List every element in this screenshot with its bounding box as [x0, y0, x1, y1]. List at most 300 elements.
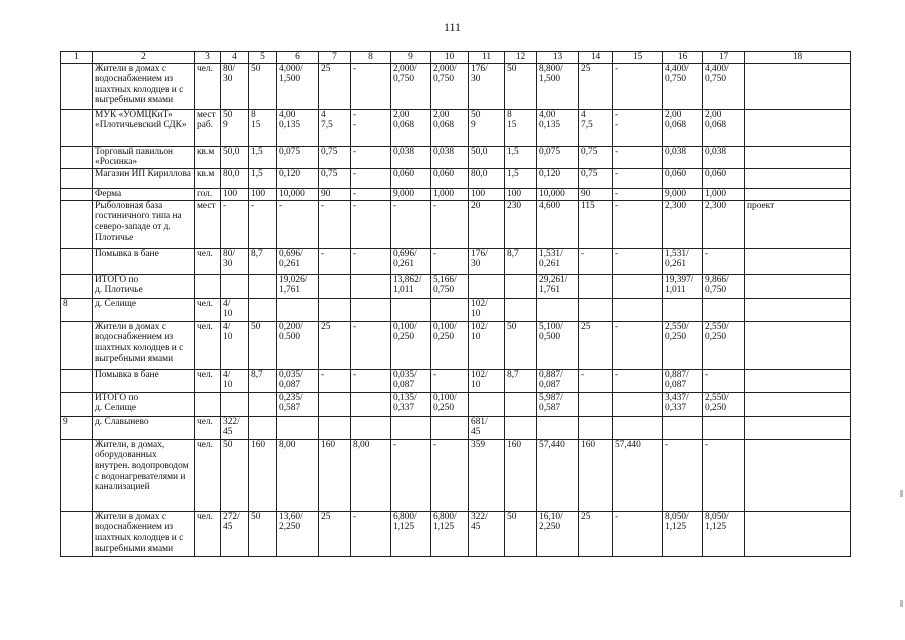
table-cell: [319, 392, 351, 416]
header-cell: 13: [537, 52, 579, 64]
table-cell: 2,550/ 0,250: [663, 321, 703, 369]
table-cell: 9: [61, 416, 93, 439]
table-cell: 5,100/ 0,500: [537, 321, 579, 369]
table-cell: 4 7,5: [319, 109, 351, 146]
table-row: [61, 416, 851, 439]
table-cell: [745, 274, 851, 298]
table-cell: МУК «УОМЦКиТ» «Плотичьевский СДК»: [93, 109, 195, 146]
table-cell: 2,300: [663, 200, 703, 248]
table-row: [61, 369, 851, 392]
table-cell: 57,440: [613, 439, 663, 511]
table-cell: 1,5: [249, 168, 277, 188]
table-cell: [745, 168, 851, 188]
table-cell: [351, 392, 391, 416]
table-cell: [351, 274, 391, 298]
table-cell: 25: [319, 511, 351, 556]
table-cell: 160: [319, 439, 351, 511]
table-cell: -: [703, 439, 745, 511]
table-cell: [391, 416, 431, 439]
table-cell: -: [391, 200, 431, 248]
table-cell: 0,100/ 0,250: [391, 321, 431, 369]
table-cell: 0,100/ 0,250: [431, 392, 469, 416]
table-cell: -: [249, 200, 277, 248]
table-cell: Жители в домах с водоснабжением из шахтных колодцев и с выгребными ямами: [93, 321, 195, 369]
table-cell: 4,00 0,135: [537, 109, 579, 146]
table-cell: 2,00 0,068: [663, 109, 703, 146]
table-cell: [61, 248, 93, 274]
table-row: [61, 392, 851, 416]
table-cell: -: [613, 168, 663, 188]
table-cell: - -: [613, 109, 663, 146]
table-cell: 50: [505, 63, 537, 109]
table-cell: 50 9: [221, 109, 249, 146]
table-cell: -: [613, 63, 663, 109]
table-cell: [469, 392, 505, 416]
table-cell: 681/ 45: [469, 416, 505, 439]
table-cell: 0,75: [319, 168, 351, 188]
table-cell: 5,166/ 0,750: [431, 274, 469, 298]
table-cell: [745, 511, 851, 556]
table-cell: чел.: [195, 439, 221, 511]
table-cell: 102/ 10: [469, 321, 505, 369]
table-cell: [431, 416, 469, 439]
table-cell: 19,397/ 1,011: [663, 274, 703, 298]
table-cell: Помывка в бане: [93, 248, 195, 274]
table-cell: 322/ 45: [469, 511, 505, 556]
table-cell: 25: [319, 321, 351, 369]
table-cell: 10,000: [277, 188, 319, 200]
table-cell: 19,026/ 1,761: [277, 274, 319, 298]
table-cell: -: [431, 248, 469, 274]
header-cell: 4: [221, 52, 249, 64]
table-cell: 8 15: [505, 109, 537, 146]
table-cell: 100: [221, 188, 249, 200]
table-cell: -: [663, 439, 703, 511]
table-cell: 0,038: [391, 146, 431, 168]
table-cell: 25: [579, 321, 613, 369]
table-cell: [579, 274, 613, 298]
table-cell: 50: [249, 63, 277, 109]
header-cell: 11: [469, 52, 505, 64]
table-cell: 0,887/ 0,087: [663, 369, 703, 392]
table-cell: [61, 511, 93, 556]
table-cell: 1,5: [505, 146, 537, 168]
table-cell: -: [431, 200, 469, 248]
table-cell: 2,000/ 0,750: [391, 63, 431, 109]
table-cell: ИТОГО по д. Плотичье: [93, 274, 195, 298]
table-cell: [505, 274, 537, 298]
table-cell: -: [703, 248, 745, 274]
table-cell: -: [579, 369, 613, 392]
table-cell: 0,235/ 0,587: [277, 392, 319, 416]
table-cell: 4/ 10: [221, 369, 249, 392]
table-cell: 2,000/ 0,750: [431, 63, 469, 109]
table-cell: [61, 168, 93, 188]
table-row: [61, 146, 851, 168]
table-cell: -: [351, 200, 391, 248]
table-cell: 4/ 10: [221, 298, 249, 321]
table-cell: [61, 439, 93, 511]
table-cell: чел.: [195, 369, 221, 392]
table-cell: 102/ 10: [469, 369, 505, 392]
table-cell: [431, 298, 469, 321]
header-cell: 16: [663, 52, 703, 64]
table-cell: 8,7: [249, 248, 277, 274]
table-cell: 0,696/ 0,261: [277, 248, 319, 274]
table-cell: 9,866/ 0,750: [703, 274, 745, 298]
table-cell: [663, 416, 703, 439]
table-cell: 176/ 30: [469, 248, 505, 274]
table-cell: 57,440: [537, 439, 579, 511]
table-cell: 100: [249, 188, 277, 200]
table-cell: [61, 109, 93, 146]
table-cell: -: [351, 369, 391, 392]
table-cell: -: [613, 200, 663, 248]
table-cell: [579, 416, 613, 439]
table-cell: 4/ 10: [221, 321, 249, 369]
table-cell: [61, 274, 93, 298]
table-cell: 4 7,5: [579, 109, 613, 146]
table-cell: 0,038: [703, 146, 745, 168]
table-cell: -: [613, 146, 663, 168]
table-cell: -: [613, 248, 663, 274]
table-cell: 2,550/ 0,250: [703, 321, 745, 369]
table-cell: 1,5: [249, 146, 277, 168]
table-cell: чел.: [195, 248, 221, 274]
table-cell: 80/ 30: [221, 63, 249, 109]
table-cell: 100: [505, 188, 537, 200]
table-cell: 1,000: [431, 188, 469, 200]
table-cell: [61, 369, 93, 392]
table-cell: 102/ 10: [469, 298, 505, 321]
table-cell: 50: [505, 321, 537, 369]
table-row: [61, 168, 851, 188]
header-cell: 14: [579, 52, 613, 64]
header-cell: 17: [703, 52, 745, 64]
table-cell: 80/ 30: [221, 248, 249, 274]
table-cell: [249, 392, 277, 416]
table-cell: -: [351, 321, 391, 369]
table-cell: [663, 298, 703, 321]
table-cell: Жители, в домах, оборудованных внутрен. водопроводом с водонагревателями и канализацией: [93, 439, 195, 511]
table-cell: -: [613, 511, 663, 556]
table-cell: 8: [61, 298, 93, 321]
table-cell: -: [351, 511, 391, 556]
table-cell: [319, 416, 351, 439]
table-cell: д. Селище: [93, 298, 195, 321]
table-cell: 4,00 0,135: [277, 109, 319, 146]
table-cell: 8,00: [277, 439, 319, 511]
table-cell: [537, 416, 579, 439]
table-cell: [195, 274, 221, 298]
table-cell: 0,035/ 0,087: [391, 369, 431, 392]
table-cell: 13,60/ 2,250: [277, 511, 319, 556]
table-cell: [195, 392, 221, 416]
table-cell: 80,0: [221, 168, 249, 188]
table-row: [61, 63, 851, 109]
table-cell: [745, 369, 851, 392]
table-cell: 176/ 30: [469, 63, 505, 109]
table-cell: [745, 392, 851, 416]
table-cell: [319, 274, 351, 298]
table-cell: [613, 392, 663, 416]
table-row: [61, 274, 851, 298]
table-cell: [469, 274, 505, 298]
table-cell: 50,0: [221, 146, 249, 168]
table-cell: 0,75: [579, 168, 613, 188]
table-cell: 90: [579, 188, 613, 200]
table-row: [61, 511, 851, 556]
table-cell: [277, 416, 319, 439]
table-cell: [579, 392, 613, 416]
table-cell: 90: [319, 188, 351, 200]
table-cell: -: [703, 369, 745, 392]
table-cell: -: [431, 439, 469, 511]
table-cell: -: [613, 321, 663, 369]
header-cell: 15: [613, 52, 663, 64]
table-cell: [505, 392, 537, 416]
table-cell: 2,00 0,068: [431, 109, 469, 146]
table-cell: 29,261/ 1,761: [537, 274, 579, 298]
table-cell: 0,060: [431, 168, 469, 188]
table-cell: 4,400/ 0,750: [703, 63, 745, 109]
header-cell: 18: [745, 52, 851, 64]
table-cell: [579, 298, 613, 321]
header-cell: 6: [277, 52, 319, 64]
table-cell: [613, 274, 663, 298]
table-cell: 5,987/ 0,587: [537, 392, 579, 416]
table-cell: 0,75: [319, 146, 351, 168]
table-cell: -: [351, 248, 391, 274]
table-cell: [745, 321, 851, 369]
table-cell: [703, 298, 745, 321]
table-cell: 8 15: [249, 109, 277, 146]
table-cell: 160: [505, 439, 537, 511]
table-cell: мест раб.: [195, 109, 221, 146]
table-cell: [745, 63, 851, 109]
table-row: [61, 248, 851, 274]
table-cell: [61, 63, 93, 109]
table-cell: [505, 298, 537, 321]
table-cell: [61, 321, 93, 369]
table-cell: 50: [249, 321, 277, 369]
header-cell: 9: [391, 52, 431, 64]
table-cell: 0,100/ 0,250: [431, 321, 469, 369]
table-cell: -: [221, 200, 249, 248]
table-cell: 8,7: [505, 369, 537, 392]
table-cell: проект: [745, 200, 851, 248]
table-cell: -: [351, 146, 391, 168]
table-cell: Жители в домах с водоснабжением из шахтных колодцев и с выгребными ямами: [93, 511, 195, 556]
header-cell: 7: [319, 52, 351, 64]
header-cell: 5: [249, 52, 277, 64]
table-cell: чел.: [195, 298, 221, 321]
table-cell: -: [431, 369, 469, 392]
table-cell: 160: [579, 439, 613, 511]
table-row: [61, 321, 851, 369]
table-cell: 0,060: [703, 168, 745, 188]
scan-mark: [900, 600, 903, 607]
table-cell: 115: [579, 200, 613, 248]
table-cell: 25: [579, 63, 613, 109]
table-cell: [221, 274, 249, 298]
table-cell: [505, 416, 537, 439]
table-cell: [703, 416, 745, 439]
header-cell: 8: [351, 52, 391, 64]
table-cell: [61, 146, 93, 168]
table-cell: 1,5: [505, 168, 537, 188]
table-cell: 6,800/ 1,125: [431, 511, 469, 556]
table-cell: [277, 298, 319, 321]
table-cell: [249, 274, 277, 298]
table-cell: 2,300: [703, 200, 745, 248]
header-cell: 1: [61, 52, 93, 64]
table-cell: [745, 188, 851, 200]
table-cell: 9,000: [663, 188, 703, 200]
table-row: [61, 439, 851, 511]
table-cell: 25: [579, 511, 613, 556]
table-cell: 0,060: [391, 168, 431, 188]
table-cell: 0,120: [277, 168, 319, 188]
table-cell: -: [319, 369, 351, 392]
table-cell: -: [613, 188, 663, 200]
table-cell: 1,000: [703, 188, 745, 200]
table-cell: 8,050/ 1,125: [703, 511, 745, 556]
table-cell: -: [579, 248, 613, 274]
table-cell: [745, 439, 851, 511]
table-cell: - -: [351, 109, 391, 146]
table-cell: чел.: [195, 63, 221, 109]
table-cell: 0,038: [431, 146, 469, 168]
table-cell: 230: [505, 200, 537, 248]
header-cell: 2: [93, 52, 195, 64]
table-cell: 8,050/ 1,125: [663, 511, 703, 556]
table-cell: д. Славынево: [93, 416, 195, 439]
table-cell: [61, 200, 93, 248]
table-row: [61, 188, 851, 200]
table-cell: 1,531/ 0,261: [663, 248, 703, 274]
table-cell: 10,000: [537, 188, 579, 200]
table-cell: 9,000: [391, 188, 431, 200]
table-cell: 8,00: [351, 439, 391, 511]
header-row: [61, 52, 851, 64]
table-cell: 4,000/ 1,500: [277, 63, 319, 109]
table-cell: чел.: [195, 321, 221, 369]
table-cell: [221, 392, 249, 416]
table-cell: [249, 416, 277, 439]
table-cell: 2,00 0,068: [703, 109, 745, 146]
table-cell: -: [613, 369, 663, 392]
table-cell: 1,531/ 0,261: [537, 248, 579, 274]
table-cell: мест: [195, 200, 221, 248]
table-cell: кв.м: [195, 146, 221, 168]
table-cell: -: [277, 200, 319, 248]
table-cell: [745, 146, 851, 168]
table-cell: гол.: [195, 188, 221, 200]
table-cell: [613, 416, 663, 439]
table-cell: Помывка в бане: [93, 369, 195, 392]
table-cell: [351, 298, 391, 321]
table-cell: 50: [505, 511, 537, 556]
table-cell: [745, 109, 851, 146]
table-cell: -: [319, 248, 351, 274]
table-cell: Торговый павильон «Росинка»: [93, 146, 195, 168]
table-cell: 160: [249, 439, 277, 511]
header-cell: 3: [195, 52, 221, 64]
table-cell: 3,437/ 0,337: [663, 392, 703, 416]
table-cell: [613, 298, 663, 321]
table-cell: 100: [469, 188, 505, 200]
table-cell: 0,75: [579, 146, 613, 168]
table-row: [61, 298, 851, 321]
table-cell: 0,075: [537, 146, 579, 168]
table-cell: [61, 188, 93, 200]
table-cell: -: [351, 188, 391, 200]
table-cell: [319, 298, 351, 321]
table-cell: Жители в домах с водоснабжением из шахтных колодцев и с выгребными ямами: [93, 63, 195, 109]
table-cell: 2,00 0,068: [391, 109, 431, 146]
table-cell: -: [391, 439, 431, 511]
table-cell: 4,400/ 0,750: [663, 63, 703, 109]
header-cell: 12: [505, 52, 537, 64]
water-consumption-table: [60, 51, 851, 557]
table-cell: 20: [469, 200, 505, 248]
page-number: 111: [443, 20, 462, 34]
table-row: [61, 109, 851, 146]
table-cell: [61, 392, 93, 416]
table-cell: 50: [249, 511, 277, 556]
table-cell: 0,060: [663, 168, 703, 188]
scan-mark: [900, 490, 903, 497]
table-cell: -: [351, 63, 391, 109]
table-cell: 6,800/ 1,125: [391, 511, 431, 556]
table-cell: Магазин ИП Кириллова: [93, 168, 195, 188]
table-cell: 16,10/ 2,250: [537, 511, 579, 556]
table-cell: 50: [221, 439, 249, 511]
table-cell: 359: [469, 439, 505, 511]
table-cell: 322/ 45: [221, 416, 249, 439]
table-row: [61, 200, 851, 248]
table-cell: 8,7: [249, 369, 277, 392]
table-cell: 2,550/ 0,250: [703, 392, 745, 416]
table-cell: [249, 298, 277, 321]
table-cell: 0,035/ 0,087: [277, 369, 319, 392]
header-cell: 10: [431, 52, 469, 64]
table-cell: 272/ 45: [221, 511, 249, 556]
table-cell: 0,200/ 0.500: [277, 321, 319, 369]
table-cell: 50,0: [469, 146, 505, 168]
table-cell: [351, 416, 391, 439]
table-cell: Рыболовная база гостиничного типа на северо-западе от д. Плотичье: [93, 200, 195, 248]
table-cell: [745, 416, 851, 439]
table-cell: 80,0: [469, 168, 505, 188]
table-cell: 8,800/ 1,500: [537, 63, 579, 109]
table-cell: кв.м: [195, 168, 221, 188]
table-cell: 8,7: [505, 248, 537, 274]
table-cell: Ферма: [93, 188, 195, 200]
table-cell: чел.: [195, 416, 221, 439]
table-cell: 0,135/ 0,337: [391, 392, 431, 416]
table-cell: 25: [319, 63, 351, 109]
table-cell: 13,862/ 1,011: [391, 274, 431, 298]
table-cell: 50 9: [469, 109, 505, 146]
table-cell: 0,038: [663, 146, 703, 168]
table-cell: 4,600: [537, 200, 579, 248]
table-cell: 0,696/ 0,261: [391, 248, 431, 274]
table-cell: -: [319, 200, 351, 248]
table-cell: ИТОГО по д. Селище: [93, 392, 195, 416]
table-cell: чел.: [195, 511, 221, 556]
